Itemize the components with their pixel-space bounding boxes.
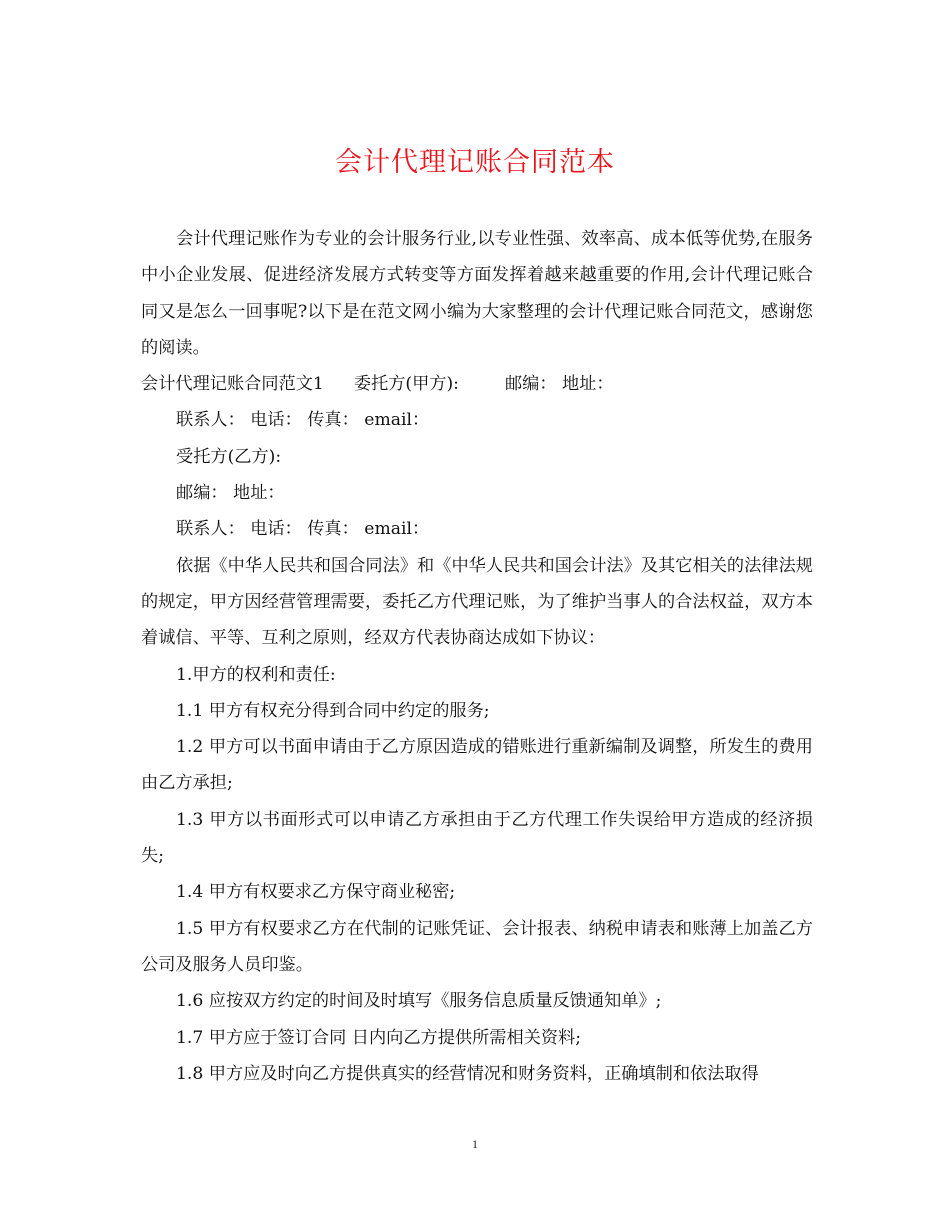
clause-1-3: 1.3 甲方以书面形式可以申请乙方承担由于乙方代理工作失误给甲方造成的经济损失; xyxy=(141,809,813,867)
page-number: 1 xyxy=(472,1137,478,1151)
document-title: 会计代理记账合同范本 xyxy=(335,147,615,178)
clause-1-1: 1.1 甲方有权充分得到合同中约定的服务; xyxy=(176,700,490,721)
party-b-label: 受托方(乙方): xyxy=(176,446,282,467)
intro-paragraph: 会计代理记账作为专业的会计服务行业,以专业性强、效率高、成本低等优势,在服务中小企业发展、促进经济发展方式转变等方面发挥着越来越重要的作用,会计代理记账合同又是怎么一回事呢?以下是在范文网小编为大家整理的会计代理记账合同范文，感谢您的阅读。 xyxy=(141,229,813,358)
clause-1-4: 1.4 甲方有权要求乙方保守商业秘密; xyxy=(176,882,456,903)
document-body xyxy=(141,221,813,1092)
section-1-heading: 1.甲方的权利和责任: xyxy=(176,664,336,685)
sample-heading-line xyxy=(141,366,813,402)
party-b-contact: 联系人： 电话： 传真： email： xyxy=(176,519,430,540)
clause-1-6: 1.6 应按双方约定的时间及时填写《服务信息质量反馈通知单》; xyxy=(176,991,662,1012)
clause-1-2: 1.2 甲方可以书面申请由于乙方原因造成的错账进行重新编制及调整，所发生的费用由乙方承担; xyxy=(141,737,813,794)
clause-1-5: 1.5 甲方有权要求乙方在代制的记账凭证、会计报表、纳税申请表和账薄上加盖乙方公司及服务人员印鉴。 xyxy=(141,918,813,975)
clause-1-8: 1.8 甲方应及时向乙方提供真实的经营情况和财务资料，正确填制和依法取得 xyxy=(176,1063,759,1084)
party-b-postal: 邮编： 地址： xyxy=(176,483,285,504)
clause-1-7: 1.7 甲方应于签订合同 日内向乙方提供所需相关资料; xyxy=(176,1027,581,1048)
party-a-contact: 联系人： 电话： 传真： email： xyxy=(176,410,430,431)
party-a-postal: 邮编： 地址： xyxy=(504,374,614,395)
preamble-paragraph: 依据《中华人民共和国合同法》和《中华人民共和国会计法》及其它相关的法律法规的规定，甲方因经营管理需要，委托乙方代理记账，为了维护当事人的合法权益，双方本着诚信、平等、互利之原则，经双方代表协商达成如下协议： xyxy=(141,555,813,649)
sample-heading: 会计代理记账合同范文1 xyxy=(141,374,324,395)
party-a-label: 委托方(甲方): xyxy=(353,374,459,395)
